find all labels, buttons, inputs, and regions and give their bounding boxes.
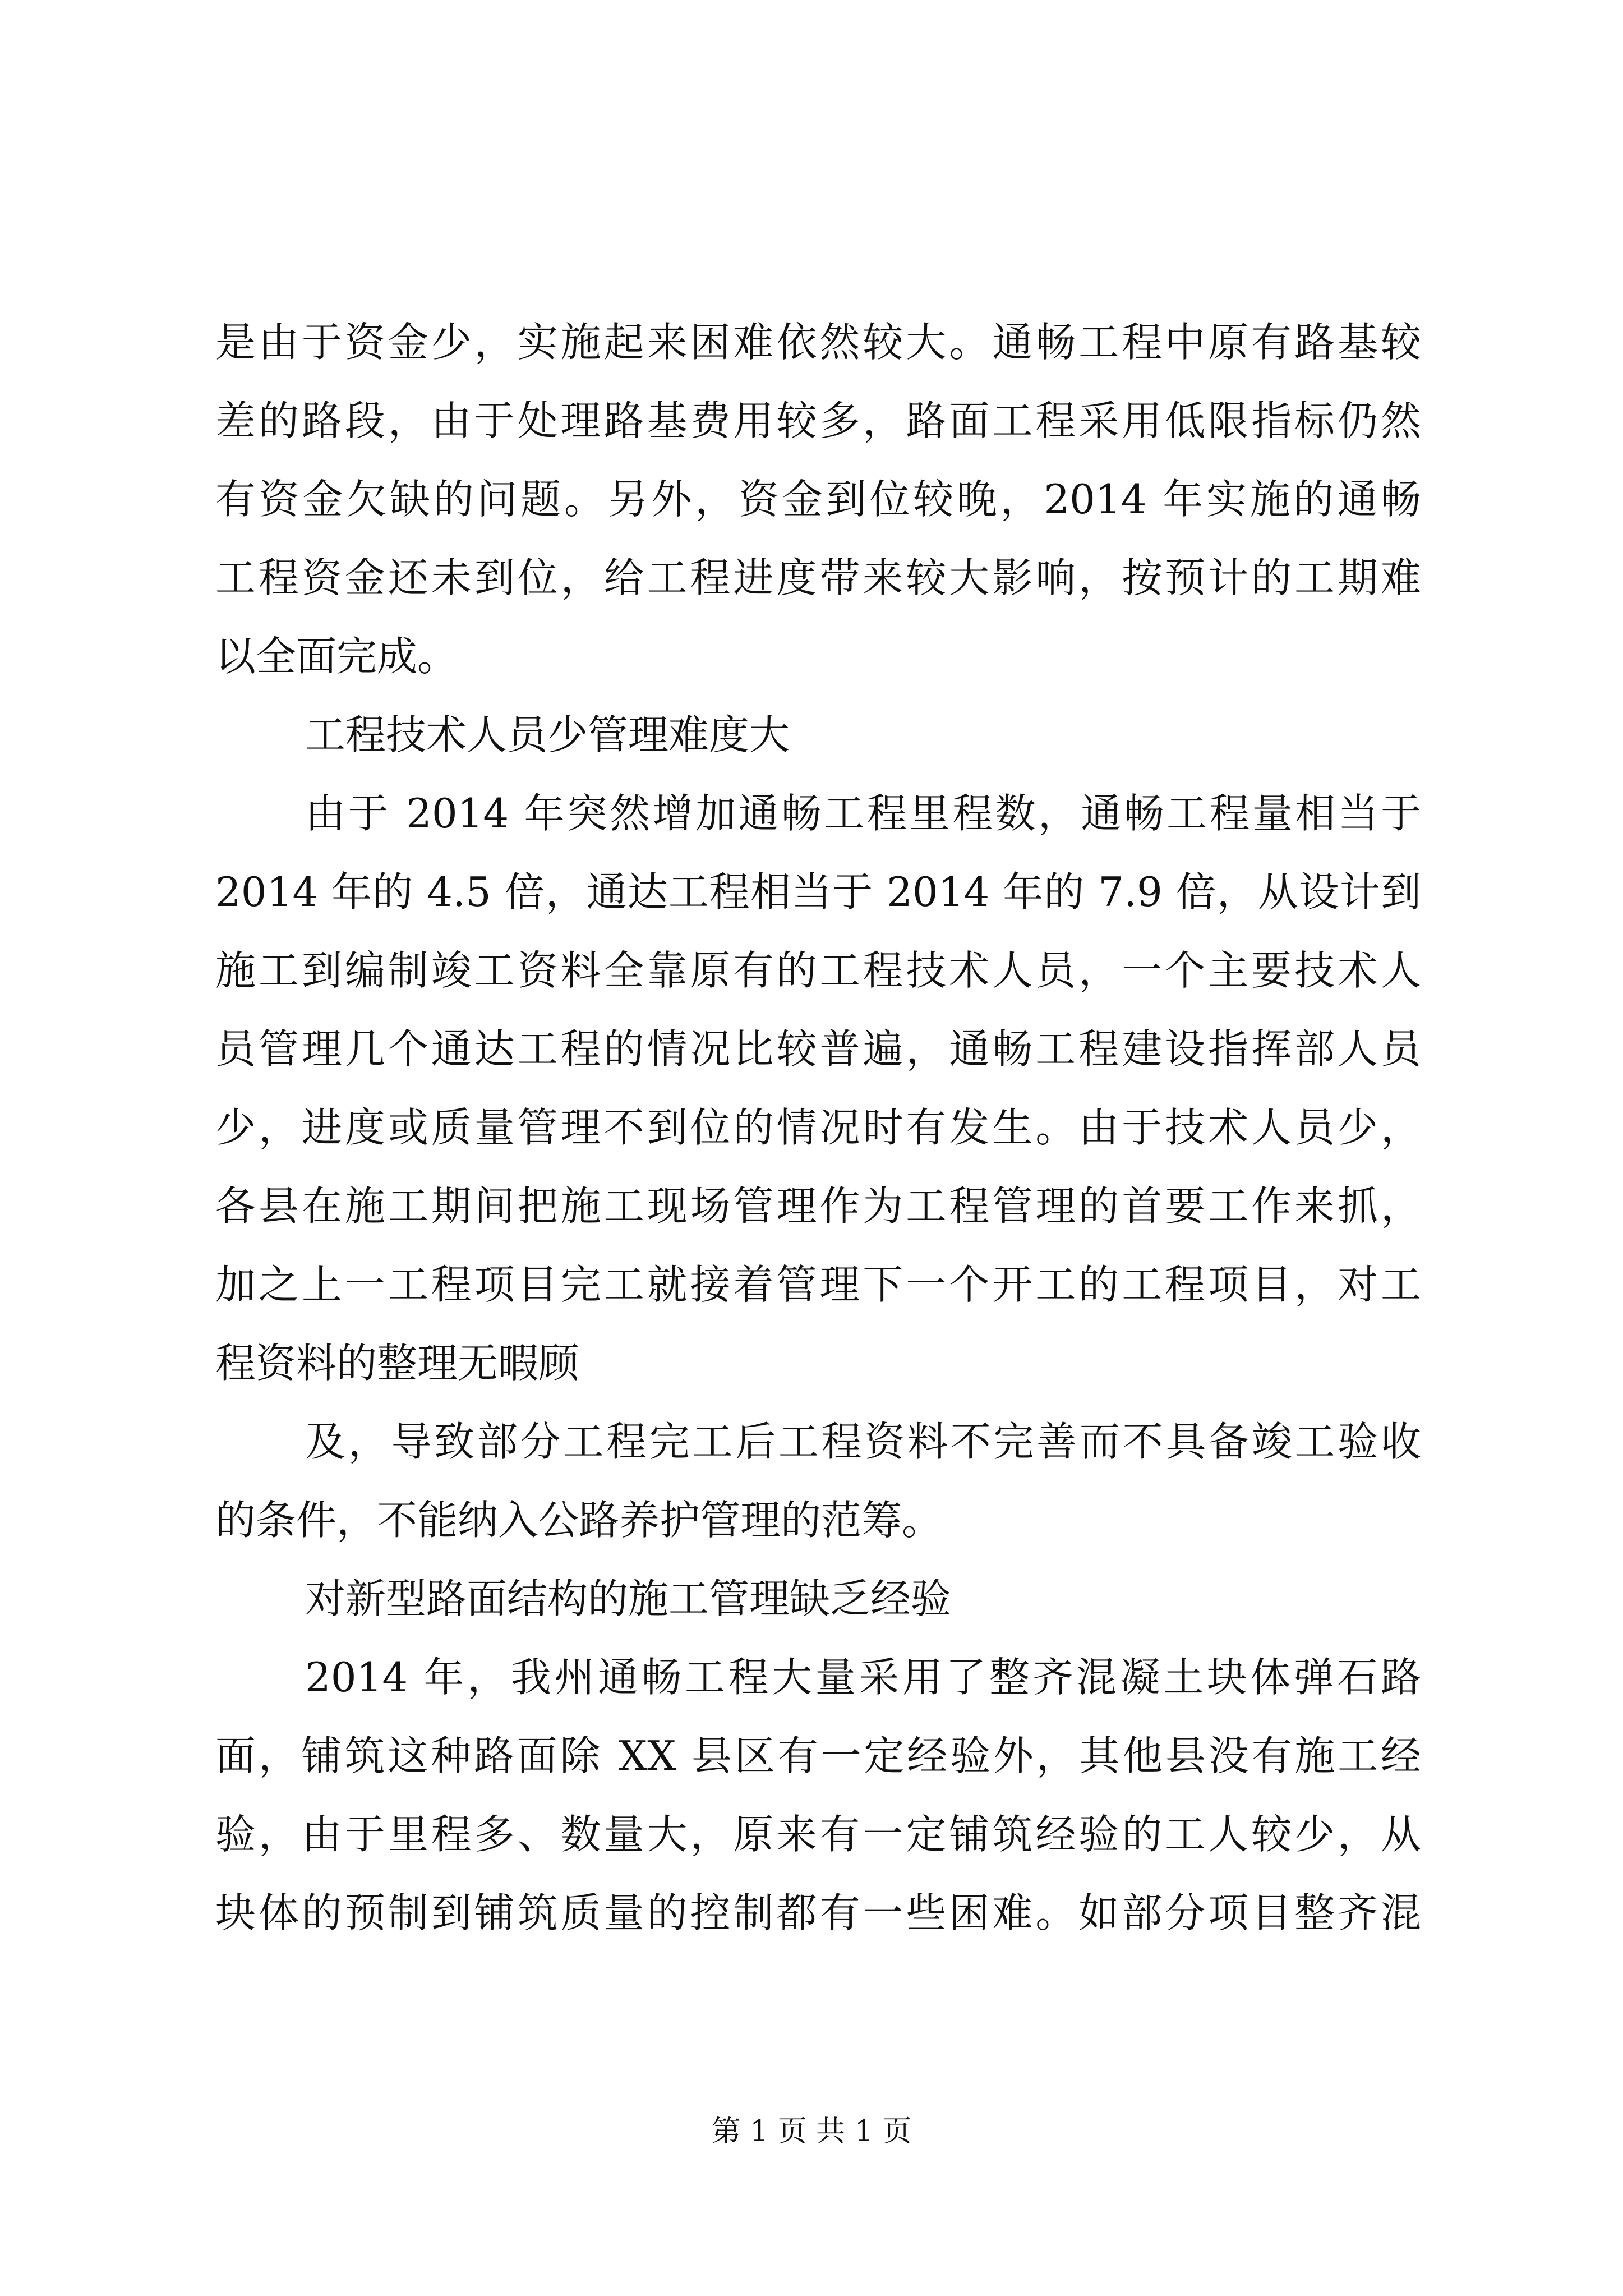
text-line: 2014 年，我州通畅工程大量采用了整齐混凝土块体弹石路 bbox=[305, 1654, 1421, 1701]
text-line: 面，铺筑这种路面除 XX 县区有一定经验外，其他县没有施工经 bbox=[215, 1732, 1421, 1779]
text-line: 由于 2014 年突然增加通畅工程里程数，通畅工程量相当于 bbox=[305, 790, 1421, 837]
text-line: 的条件，不能纳入公路养护管理的范筹。 bbox=[215, 1497, 943, 1544]
page-footer: 第 1 页 共 1 页 bbox=[711, 2115, 912, 2148]
text-line: 以全面完成。 bbox=[215, 633, 458, 680]
text-line: 2014 年的 4.5 倍，通达工程相当于 2014 年的 7.9 倍，从设计到 bbox=[215, 868, 1421, 915]
text-line: 验，由于里程多、数量大，原来有一定铺筑经验的工人较少，从 bbox=[215, 1811, 1421, 1858]
text-line: 及，导致部分工程完工后工程资料不完善而不具备竣工验收 bbox=[305, 1418, 1421, 1465]
text-line: 有资金欠缺的问题。另外，资金到位较晚，2014 年实施的通畅 bbox=[215, 476, 1421, 523]
text-line: 程资料的整理无暇顾 bbox=[215, 1340, 579, 1387]
section-heading: 对新型路面结构的施工管理缺乏经验 bbox=[305, 1575, 952, 1622]
text-line: 各县在施工期间把施工现场管理作为工程管理的首要工作来抓， bbox=[215, 1182, 1421, 1230]
section-heading: 工程技术人员少管理难度大 bbox=[305, 711, 790, 758]
text-line: 施工到编制竣工资料全靠原有的工程技术人员，一个主要技术人 bbox=[215, 947, 1421, 994]
text-line: 是由于资金少，实施起来困难依然较大。通畅工程中原有路基较 bbox=[215, 319, 1421, 366]
text-line: 少，进度或质量管理不到位的情况时有发生。由于技术人员少， bbox=[215, 1104, 1421, 1151]
text-line: 工程资金还未到位，给工程进度带来较大影响，按预计的工期难 bbox=[215, 554, 1421, 601]
text-line: 块体的预制到铺筑质量的控制都有一些困难。如部分项目整齐混 bbox=[215, 1889, 1421, 1936]
text-line: 加之上一工程项目完工就接着管理下一个开工的工程项目，对工 bbox=[215, 1261, 1421, 1308]
text-line: 差的路段，由于处理路基费用较多，路面工程采用低限指标仍然 bbox=[215, 397, 1421, 444]
text-line: 员管理几个通达工程的情况比较普遍，通畅工程建设指挥部人员 bbox=[215, 1025, 1421, 1073]
